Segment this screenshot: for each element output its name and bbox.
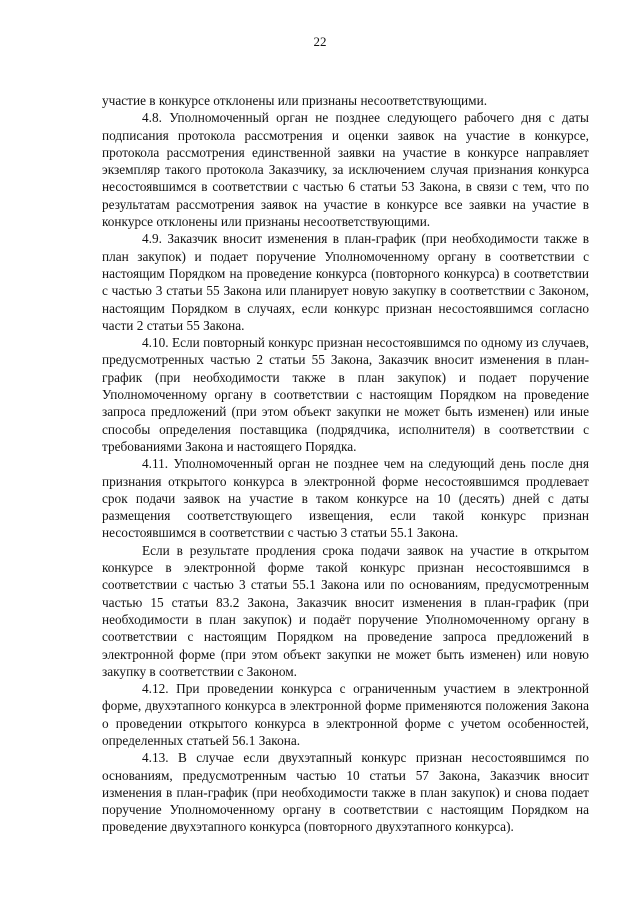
paragraph-4-12: 4.12. При проведении конкурса с ограниченным участием в электронной форме, двухэтапного конкурса в электронной форме применяются положения Закона о проведении открытого конкурса в электронной форме с учетом особенностей, определенных статьей 56.1 Закона. bbox=[102, 681, 589, 748]
paragraph-continuation: участие в конкурсе отклонены или признаны несоответствующими. bbox=[102, 93, 488, 108]
paragraph-4-9: 4.9. Заказчик вносит изменения в план-график (при необходимости также в план закупок) и подает поручение Уполномоченному органу в соответствии с настоящим Порядком на проведение конкурса (повторного конкурса) в соответствии с частью 3 статьи 55 Закона или планирует новую закупку в соответствии с Законом, настоящим Порядком в случаях, если конкурс признан несостоявшимся согласно части 2 статьи 55 Закона. bbox=[102, 231, 589, 333]
paragraph-4-13: 4.13. В случае если двухэтапный конкурс признан несостоявшимся по основаниям, предусмотренным частью 10 статьи 57 Закона, Заказчик вносит изменения в план-график (при необходимости также в план закупок) и снова подает поручение Уполномоченному органу в соответствии с настоящим Порядком на проведение двухэтапного конкурса (повторного двухэтапного конкурса). bbox=[102, 750, 589, 835]
paragraph-4-10: 4.10. Если повторный конкурс признан несостоявшимся по одному из случаев, предусмотренных частью 2 статьи 55 Закона, Заказчик вносит изменения в план-график (при необходимости также в план закупок) и подает поручение Уполномоченному органу в соответствии с настоящим Порядком на проведение запроса предложений (при этом объект закупки не может быть изменен) или иные способы определения поставщика (подрядчика, исполнителя) в соответствии с требованиями Закона и настоящего Порядка. bbox=[102, 335, 589, 454]
body-text bbox=[102, 92, 589, 836]
paragraph-4-11-extension: Если в результате продления срока подачи заявок на участие в открытом конкурсе в электронной форме такой конкурс признан несостоявшимся в соответствии с частью 3 статьи 55.1 Закона или по основаниям, предусмотренным частью 15 статьи 83.2 Закона, Заказчик вносит изменения в план-график (при необходимости в план закупок) и подаёт поручение Уполномоченному органу в соответствии с настоящим Порядком на проведение запроса предложений в электронной форме (при этом объект закупки не может быть изменен) или новую закупку в соответствии с Законом. bbox=[102, 542, 589, 679]
paragraph-4-11: 4.11. Уполномоченный орган не позднее чем на следующий день после дня признания открытого конкурса в электронной форме несостоявшимся продлевает срок подачи заявок на участие в таком конкурсе на 10 (десять) дней с даты размещения соответствующего извещения, если такой конкурс признан несостоявшимся в соответствии с частью 3 статьи 55.1 Закона. bbox=[102, 456, 589, 541]
page-number: 22 bbox=[313, 34, 327, 49]
paragraph-4-8: 4.8. Уполномоченный орган не позднее следующего рабочего дня с даты подписания протокола рассмотрения и оценки заявок на участие в конкурсе, протокола рассмотрения единственной заявки на участие в конкурсе направляет экземпляр такого протокола Заказчику, за исключением случая признания конкурса несостоявшимся в соответствии с частью 6 статьи 53 Закона, в связи с тем, что по результатам рассмотрения заявок на участие в конкурсе все заявки на участие в конкурсе отклонены или признаны несоответствующими. bbox=[102, 110, 589, 230]
